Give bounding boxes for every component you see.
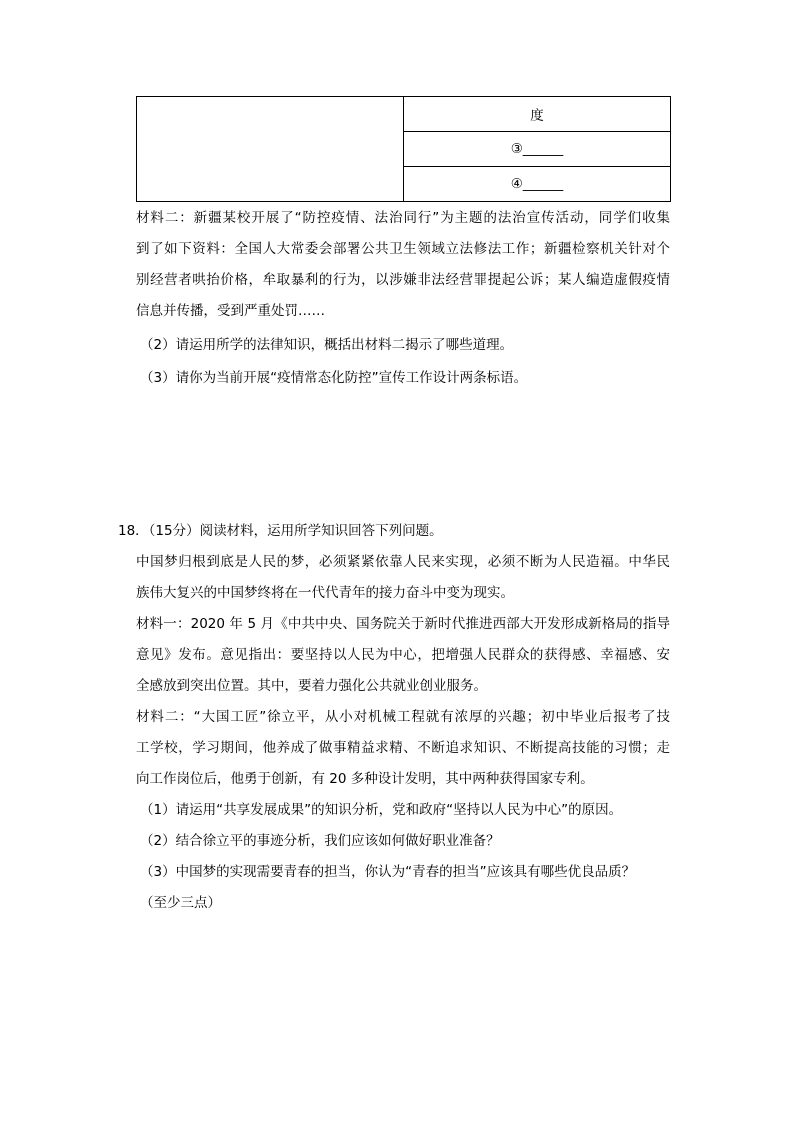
table-cell-blank-3: ③______ (404, 132, 671, 167)
answer-table (136, 96, 671, 202)
q18-question-3-note: （至少三点） (140, 895, 221, 911)
q18-line: 意见》发布。意见指出：要坚持以人民为中心，把增强人民群众的获得感、幸福感、安 (136, 647, 670, 663)
q18-question-2: （2）结合徐立平的事迹分析，我们应该如何做好职业准备？ (140, 833, 500, 849)
material-line: 到了如下资料：全国人大常委会部署公共卫生领域立法修法工作；新疆检察机关针对个 (136, 241, 670, 257)
table-merged-cell (137, 97, 404, 202)
material-line: 别经营者哄抬价格，牟取暴利的行为，以涉嫌非法经营罪提起公诉；某人编造虚假疫情 (136, 272, 670, 288)
table-cell: 度 (404, 97, 671, 132)
question-2: （2）请运用所学的法律知识，概括出材料二揭示了哪些道理。 (140, 337, 514, 353)
q18-line: 向工作岗位后，他勇于创新，有 20 多种设计发明，其中两种获得国家专利。 (136, 771, 594, 787)
material-line: 信息并传播，受到严重处罚…… (136, 303, 325, 319)
q18-line: 族伟大复兴的中国梦终将在一代代青年的接力奋斗中变为现实。 (136, 585, 514, 601)
q18-line: 材料一：2020 年 5 月《中共中央、国务院关于新时代推进西部大开发形成新格局的指导 (136, 616, 670, 632)
q18-line: 工学校，学习期间，他养成了做事精益求精、不断追求知识、不断提高技能的习惯；走 (136, 740, 670, 756)
material-line: 材料二：新疆某校开展了“防控疫情、法治同行”为主题的法治宣传活动，同学们收集 (136, 210, 670, 226)
table-cell-blank-4: ④______ (404, 167, 671, 202)
q18-line: 中国梦归根到底是人民的梦，必须紧紧依靠人民来实现，必须不断为人民造福。中华民 (136, 554, 670, 570)
question-18-header: 18．（15分）阅读材料，运用所学知识回答下列问题。 (118, 523, 443, 539)
q18-line: 全感放到突出位置。其中，要着力强化公共就业创业服务。 (136, 678, 487, 694)
q18-question-3: （3）中国梦的实现需要青春的担当，你认为“青春的担当”应该具有哪些优良品质？ (140, 864, 636, 880)
q18-question-1: （1）请运用“共享发展成果”的知识分析，党和政府“坚持以人民为中心”的原因。 (140, 802, 623, 818)
question-3: （3）请你为当前开展“疫情常态化防控”宣传工作设计两条标语。 (140, 370, 528, 386)
q18-line: 材料二：“大国工匠”徐立平，从小对机械工程就有浓厚的兴趣；初中毕业后报考了技 (136, 709, 670, 725)
